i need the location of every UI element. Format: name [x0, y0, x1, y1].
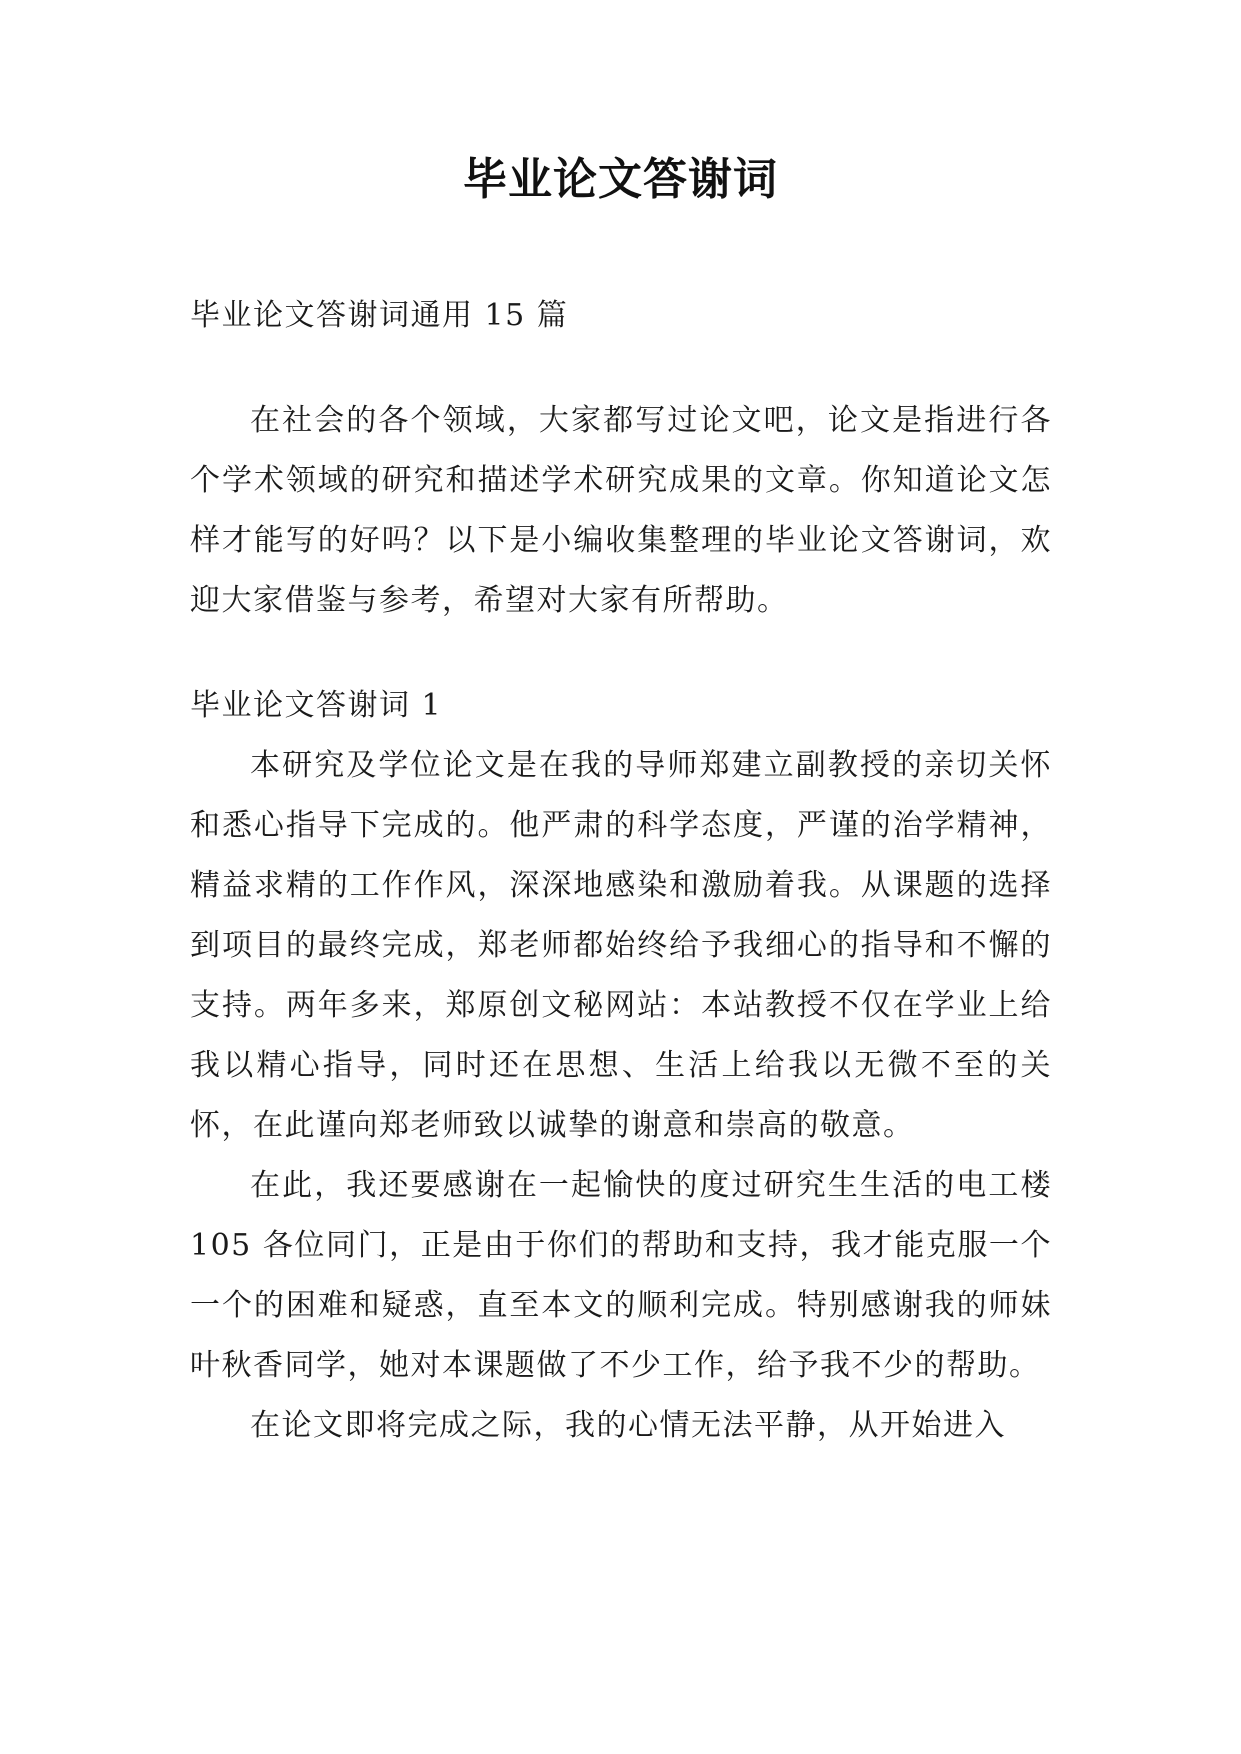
document-body: [190, 286, 1052, 1456]
document-title: 毕业论文答谢词: [463, 154, 778, 205]
section-heading: 毕业论文答谢词 1: [190, 688, 443, 723]
document-subtitle: 毕业论文答谢词通用 15 篇: [190, 298, 569, 333]
body-paragraph-2: 在此，我还要感谢在一起愉快的度过研究生生活的电工楼 105 各位同门，正是由于你们的帮助和支持，我才能克服一个一个的困难和疑惑，直至本文的顺利完成。特别感谢我的师妹叶秋香同学，她对本课题做了不少工作，给予我不少的帮助。: [190, 1168, 1052, 1383]
body-paragraph-1: 本研究及学位论文是在我的导师郑建立副教授的亲切关怀和悉心指导下完成的。他严肃的科学态度，严谨的治学精神，精益求精的工作作风，深深地感染和激励着我。从课题的选择到项目的最终完成，郑老师都始终给予我细心的指导和不懈的支持。两年多来，郑原创文秘网站：本站教授不仅在学业上给我以精心指导，同时还在思想、生活上给我以无微不至的关怀，在此谨向郑老师致以诚挚的谢意和崇高的敬意。: [190, 748, 1052, 1143]
intro-paragraph: 在社会的各个领域，大家都写过论文吧，论文是指进行各个学术领域的研究和描述学术研究成果的文章。你知道论文怎样才能写的好吗？以下是小编收集整理的毕业论文答谢词，欢迎大家借鉴与参考，希望对大家有所帮助。: [190, 403, 1052, 618]
body-paragraph-3: 在论文即将完成之际，我的心情无法平静，从开始进入: [250, 1408, 1006, 1443]
